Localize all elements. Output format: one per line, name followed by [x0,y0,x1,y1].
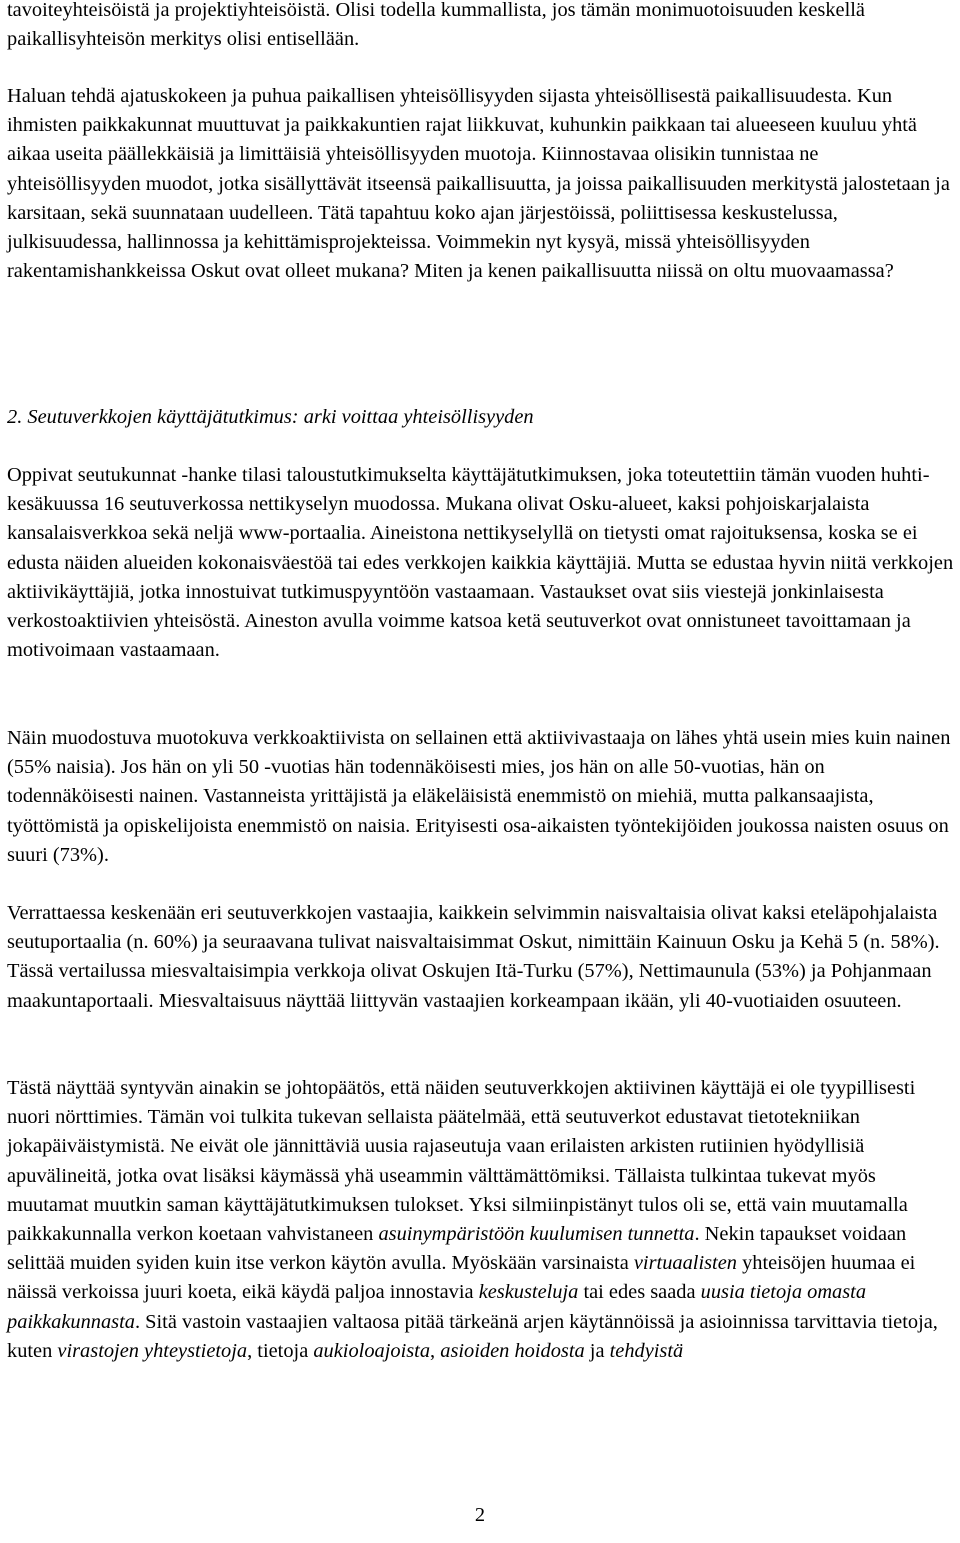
paragraph: Verrattaessa keskenään eri seutuverkkojen vastaajia, kaikkein selvimmin naisvaltaisia olivat kaksi eteläpohjalaista seutuportaalia (n. 60%) ja seuraavana tulivat naisvaltaisimmat Oskut, nimittäin Kainuun Osku ja Kehä 5 (n. 58%). Tässä vertailussa miesvaltaisimpia verkkoja olivat Oskujen Itä-Turku (57%), Nettimaunula (53%) ja Pohjanmaan maakuntaportaali. Miesvaltaisuus näyttää liittyvän vastaajien korkeampaan ikään, yli 40-vuotiaiden osuuteen. [7,902,940,1012]
paragraph: Oppivat seutukunnat -hanke tilasi taloustutkimukselta käyttäjätutkimuksen, joka toteutettiin tämän vuoden huhti-kesäkuussa 16 seutuverkossa nettikyselyn muodossa. Mukana olivat Osku-alueet, kaksi pohjoiskarjalaista kansalaisverkkoa sekä neljä www-portaalia. Aineistona nettikyselyllä on tietysti omat rajoituksensa, koska se ei edusta näiden alueiden kokonaisväestöä tai edes verkkojen kaikkia käyttäjiä. Mutta se edustaa hyvin niitä verkkojen aktiivikäyttäjiä, jotka innostuivat tutkimuspyyntöön vastaamaan. Vastaukset ovat siis viestejä jonkinlaisesta verkostoaktiivien yhteisöstä. Aineston avulla voimme katsoa ketä seutuverkot ovat onnistuneet tavoittamaan ja motivoimaan vastaamaan. [7,464,954,662]
text-segment: Tästä näyttää syntyvän ainakin se johtopäätös, että näiden seutuverkkojen aktiivinen käyttäjä ei ole tyypillisesti nuori nörttimies. Tämän voi tulkita tukevan sellaista päätelmää, että seutuverkot edustavat tietotekniikan jokapäiväistymistä. Ne eivät ole jännittäviä uusia rajaseutuja vaan erilaisten arkisten rutiinien hyödyllisiä apuvälineitä, jotka ovat lisäksi käymässä yhä useammin välttämättömiksi. Tällaista tulkintaa tukevat myös muutamat muutkin saman käyttäjätutkimuksen tulokset. Yksi silmiinpistänyt tulos oli se, että vain muutamalla paikkakunnalla verkon koetaan vahvistaneen [7,1077,916,1246]
italic-phrase: keskusteluja [478,1281,579,1304]
text-segment: , tietoja [247,1339,314,1362]
paragraph: Näin muodostuva muotokuva verkkoaktiivista on sellainen että aktiivivastaaja on lähes yhtä usein mies kuin nainen (55% naisia). Jos hän on yli 50 -vuotias hän todennäköisesti mies, jos hän on alle 50-vuotias, hän on todennäköisesti nainen. Vastanneista yrittäjistä ja eläkeläisistä enemmistö on miehiä, mutta palkansaajista, työttömistä ja opiskelijoista enemmistö on naisia. Erityisesti osa-aikaisten työntekijöiden joukossa naisten osuus on suuri (73%). [7,727,951,866]
section-heading: 2. Seutuverkkojen käyttäjätutkimus: arki voittaa yhteisöllisyyden [7,406,534,428]
italic-phrase: uusia tietoja omasta paikkakunnasta [7,1281,867,1333]
text-segment: . Sitä vastoin vastaajien valtaosa pitää tärkeänä arjen käytännöissä ja asioinnissa tarvittavia tietoja, kuten [7,1310,938,1362]
italic-phrase: asuinympäristöön kuulumisen tunnetta [378,1223,695,1246]
text-segment: , [430,1339,441,1362]
text-segment: yhteisöjen huumaa ei näissä verkoissa juuri koeta, eikä käydä paljoa innostavia [7,1252,916,1304]
text-segment: . Nekin tapaukset voidaan selittää muiden syiden kuin itse verkon käytön avulla. Myöskään varsinaista [7,1223,907,1275]
italic-phrase: virtuaalisten [633,1252,737,1275]
paragraph: Haluan tehdä ajatuskokeen ja puhua paikallisen yhteisöllisyyden sijasta yhteisöllisestä paikallisuudesta. Kun ihmisten paikkakunnat muuttuvat ja paikkakuntien rajat liikkuvat, kuhunkin paikkaan tai alueeseen kuuluu yhtä aikaa useita päällekkäisiä ja limittäisiä yhteisöllisyyden muotoja. Kiinnostavaa olisikin tunnistaa ne yhteisöllisyyden muodot, jotka sisällyttävät itseensä paikallisuutta, ja joissa paikallisuuden merkitystä jalostetaan ja karsitaan, sekä suunnataan uudelleen. Tätä tapahtuu koko ajan järjestöissä, poliittisessa keskustelussa, julkisuudessa, hallinnossa ja kehittämisprojekteissa. Voimmekin nyt kysyä, missä yhteisöllisyyden rakentamishankkeissa Oskut ovat olleet mukana? Miten ja kenen paikallisuutta niissä on oltu muovaamassa? [7,85,950,283]
italic-phrase: asioiden hoidosta [440,1339,585,1362]
paragraph: tavoiteyhteisöistä ja projektiyhteisöistä. Olisi todella kummallista, jos tämän monimuotoisuuden keskellä paikallisyhteisön merkitys olisi entisellään. [7,0,865,51]
italic-phrase: tehdyistä [609,1339,684,1362]
text-segment: tai edes saada [578,1281,701,1304]
italic-phrase: virastojen yhteystietoja [57,1339,248,1362]
italic-phrase: aukioloajoista [313,1339,431,1362]
page-number: 2 [474,1504,486,1526]
paragraph [7,1074,955,1366]
text-segment: ja [584,1339,610,1362]
